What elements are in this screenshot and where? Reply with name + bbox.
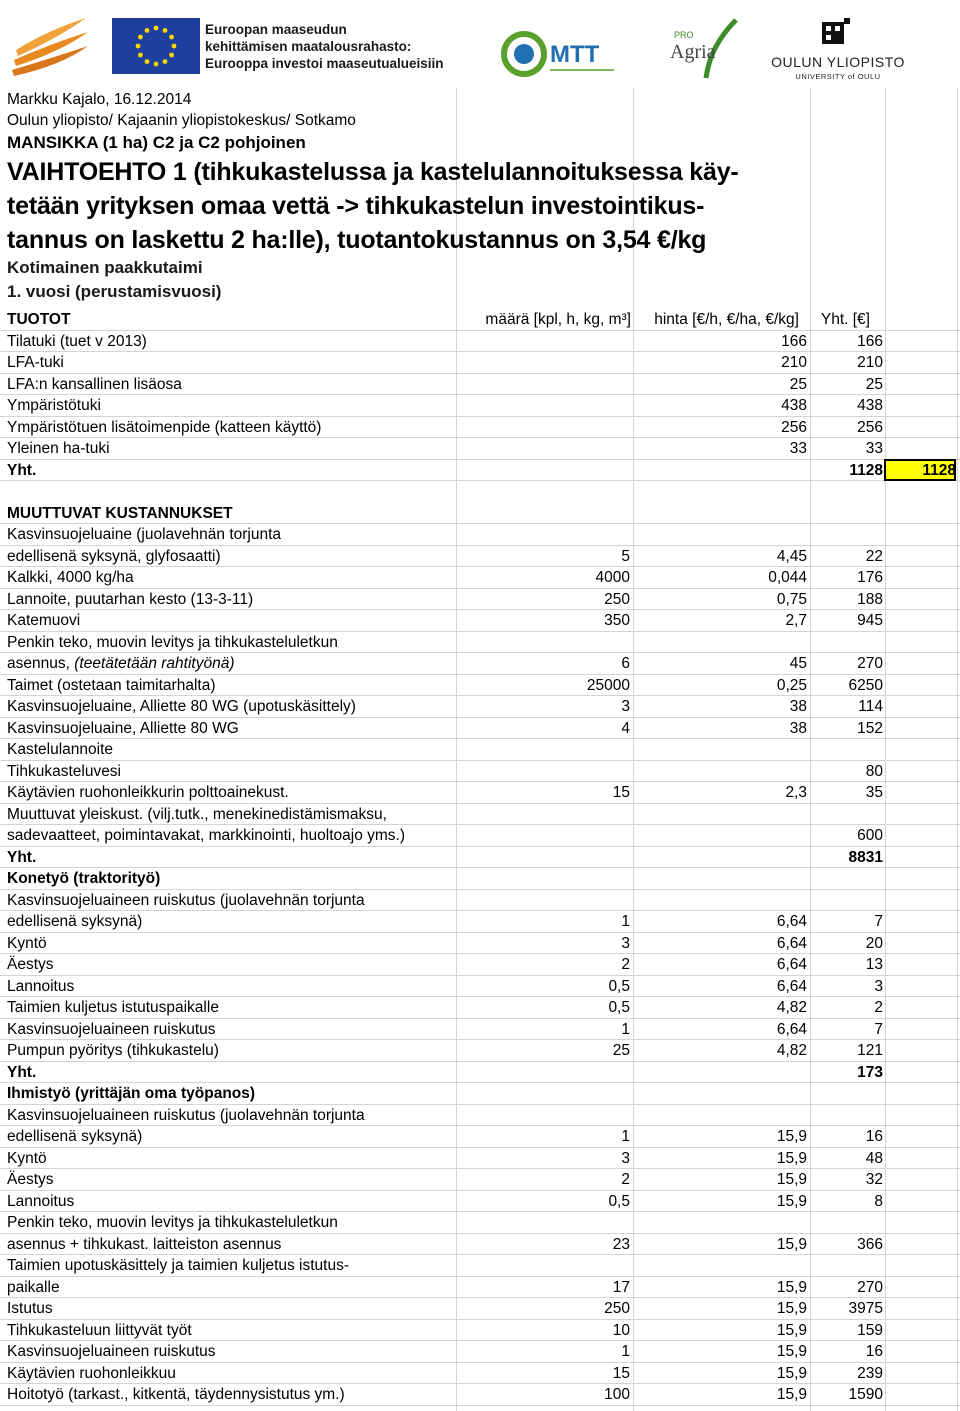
- row-price: 38: [789, 719, 807, 737]
- row-total: 16: [865, 1128, 883, 1145]
- row-price: 15,9: [776, 1171, 807, 1188]
- row-qty: 6: [621, 655, 630, 672]
- row-total: 48: [865, 1149, 883, 1167]
- row-price: 6,64: [776, 1020, 807, 1038]
- section-heading: MUUTTUVAT KUSTANNUKSET: [7, 504, 233, 522]
- proagria-wordmark: Agria: [670, 41, 716, 63]
- own-work-row: [0, 1363, 960, 1385]
- own-work-row: [0, 1384, 960, 1406]
- row-price: 15,9: [776, 1235, 807, 1253]
- income-row: [0, 374, 960, 396]
- row-qty: 2: [621, 1171, 630, 1188]
- row-total: 270: [857, 655, 883, 672]
- row-qty: 3: [621, 934, 630, 952]
- row-qty: 1: [621, 1128, 630, 1145]
- row-qty: 1: [621, 1020, 630, 1038]
- row-label: Taimien kuljetus istutuspaikalle: [7, 999, 219, 1016]
- row-label: Kastelulannoite: [7, 741, 113, 758]
- row-label: Penkin teko, muovin levitys ja tihkukasteluletkun: [7, 1214, 338, 1231]
- row-total: 6250: [848, 676, 883, 694]
- eu-star-icon: [138, 53, 143, 58]
- variable-cost-section-heading: [0, 503, 960, 525]
- proagria-emblem-icon: [666, 16, 746, 82]
- row-label: Tihkukasteluun liittyvät työt: [7, 1321, 192, 1339]
- row-price: 4,82: [776, 999, 807, 1016]
- row-total: 239: [857, 1364, 883, 1382]
- row-price: 15,9: [776, 1149, 807, 1167]
- own-work-row: [0, 1255, 960, 1277]
- row-total: 33: [865, 440, 883, 457]
- variable-cost-row: [0, 825, 960, 847]
- own-work-row: [0, 1212, 960, 1234]
- row-label: [7, 653, 235, 674]
- variable-cost-row: [0, 696, 960, 718]
- eu-text-line: Eurooppa investoi maaseutualueisiin: [205, 56, 444, 71]
- own-work-section-heading: [0, 1083, 960, 1105]
- row-qty: 4: [621, 719, 630, 737]
- column-header-price: hinta [€/h, €/ha, €/kg]: [654, 311, 799, 328]
- machine-work-row: [0, 890, 960, 912]
- own-work-row: [0, 1148, 960, 1170]
- oulu-emblem-icon: [758, 18, 918, 52]
- row-label: Käytävien ruohonleikkurin polttoainekust.: [7, 784, 289, 801]
- row-price: 15,9: [776, 1192, 807, 1210]
- row-label: Kalkki, 4000 kg/ha: [7, 569, 134, 586]
- row-qty: 350: [604, 612, 630, 629]
- row-total: 35: [865, 784, 883, 801]
- eu-star-icon: [163, 59, 168, 64]
- row-label: Pumpun pyöritys (tihkukastelu): [7, 1042, 219, 1059]
- row-qty: 4000: [595, 569, 630, 586]
- row-total: 152: [857, 719, 883, 737]
- row-price: 0,75: [776, 590, 807, 608]
- row-qty: 17: [612, 1278, 630, 1296]
- row-price: 6,64: [776, 913, 807, 930]
- eu-text-line: kehittämisen maatalousrahasto:: [205, 39, 412, 54]
- eu-leaf-logo-icon: [8, 10, 90, 76]
- eu-star-icon: [145, 28, 150, 33]
- mtt-emblem-icon: [500, 28, 618, 80]
- variable-cost-row: [0, 653, 960, 675]
- own-work-row: [0, 1191, 960, 1213]
- row-label: Yleinen ha-tuki: [7, 440, 110, 457]
- row-total: 210: [857, 354, 883, 371]
- row-label: Lannoitus: [7, 977, 75, 995]
- row-label: Kasvinsuojeluaine (juolavehnän torjunta: [7, 526, 282, 543]
- row-price: 15,9: [776, 1300, 807, 1317]
- total-label: Yht.: [7, 1063, 37, 1081]
- title-line-2: tetään yrityksen omaa vettä -> tihkukastelun investointikus-: [7, 192, 705, 220]
- variable-cost-row: [0, 589, 960, 611]
- row-label: Katemuovi: [7, 612, 81, 629]
- total-value: 173: [857, 1063, 883, 1081]
- own-work-row: [0, 1277, 960, 1299]
- row-label: Kasvinsuojeluaine, Alliette 80 WG (upotuskäsittely): [7, 698, 356, 715]
- eu-star-icon: [154, 26, 159, 31]
- variable-cost-row: [0, 567, 960, 589]
- row-total: 25: [865, 375, 883, 393]
- machine-work-row: [0, 954, 960, 976]
- row-label-italic: (teetätetään rahtityönä): [74, 655, 235, 672]
- total-value: 8831: [848, 848, 883, 866]
- variable-cost-row: [0, 524, 960, 546]
- row-price: 0,25: [776, 676, 807, 694]
- row-total: 80: [865, 762, 883, 780]
- own-work-row: [0, 1341, 960, 1363]
- row-price: 2,7: [785, 612, 807, 629]
- variable-cost-row: [0, 718, 960, 740]
- row-qty: 25000: [586, 676, 630, 694]
- proagria-logo: [666, 16, 746, 82]
- row-price: 15,9: [776, 1364, 807, 1382]
- row-total: 166: [857, 332, 883, 350]
- row-total: 2: [874, 999, 883, 1016]
- row-total: 945: [857, 612, 883, 629]
- row-label: Ympäristötuen lisätoimenpide (katteen käyttö): [7, 418, 322, 436]
- own-work-row: [0, 1169, 960, 1191]
- row-qty: 0,5: [608, 1192, 630, 1210]
- machine-work-row: [0, 1019, 960, 1041]
- oulu-university-logo: [758, 18, 918, 82]
- row-qty: 1: [621, 913, 630, 930]
- own-work-row: [0, 1320, 960, 1342]
- variable-cost-row: [0, 782, 960, 804]
- row-total: 438: [857, 397, 883, 414]
- column-header-total: Yht. [€]: [820, 311, 870, 328]
- row-qty: 15: [612, 784, 630, 801]
- row-price: 15,9: [776, 1278, 807, 1296]
- eu-star-icon: [154, 62, 159, 67]
- proagria-pre: PRO: [674, 30, 694, 40]
- row-total: 159: [857, 1321, 883, 1339]
- column-header-row: [0, 309, 960, 331]
- income-row: [0, 417, 960, 439]
- row-price: 15,9: [776, 1321, 807, 1339]
- row-label: Äestys: [7, 956, 54, 973]
- eu-star-icon: [145, 59, 150, 64]
- variable-cost-row: [0, 804, 960, 826]
- row-price: 6,64: [776, 956, 807, 973]
- row-label: Kasvinsuojeluaineen ruiskutus: [7, 1343, 216, 1360]
- row-qty: 3: [621, 1149, 630, 1167]
- row-qty: 25: [612, 1042, 630, 1059]
- row-qty: 0,5: [608, 999, 630, 1016]
- row-label: Kasvinsuojeluaineen ruiskutus: [7, 1020, 216, 1038]
- row-label: Kasvinsuojeluaine, Alliette 80 WG: [7, 719, 239, 737]
- machine-work-row: [0, 976, 960, 998]
- row-value: 33: [789, 440, 807, 457]
- row-qty: 15: [612, 1364, 630, 1382]
- row-total: 256: [857, 418, 883, 436]
- variable-cost-total-row: [0, 847, 960, 869]
- machine-work-row: [0, 911, 960, 933]
- row-label: Taimien upotuskäsittely ja taimien kuljetus istutus-: [7, 1257, 350, 1274]
- crop-line: MANSIKKA (1 ha) C2 ja C2 pohjoinen: [7, 133, 306, 152]
- section-heading: Konetyö (traktorityö): [7, 870, 161, 887]
- row-label: Lannoite, puutarhan kesto (13-3-11): [7, 590, 254, 608]
- row-label: Käytävien ruohonleikkuu: [7, 1364, 176, 1382]
- row-total: 121: [857, 1042, 883, 1059]
- variable-cost-row: [0, 761, 960, 783]
- row-price: 0,044: [768, 569, 807, 586]
- row-qty: 100: [604, 1386, 630, 1403]
- variable-cost-row: [0, 610, 960, 632]
- row-label: Kasvinsuojeluaineen ruiskutus (juolavehnän torjunta: [7, 891, 365, 909]
- row-qty: 1: [621, 1343, 630, 1360]
- eu-star-icon: [136, 44, 141, 49]
- own-work-row: [0, 1126, 960, 1148]
- row-label: Kasvinsuojeluaineen ruiskutus (juolavehnän torjunta: [7, 1106, 365, 1124]
- subtitle-line: Kotimainen paakkutaimi: [7, 258, 203, 277]
- oulu-university-subname: UNIVERSITY of OULU: [795, 72, 881, 81]
- row-total: 22: [865, 547, 883, 565]
- row-label: edellisenä syksynä): [7, 913, 143, 930]
- row-qty: 23: [612, 1235, 630, 1253]
- row-label: LFA-tuki: [7, 354, 64, 371]
- row-label: Lannoitus: [7, 1192, 75, 1210]
- row-value: 210: [781, 354, 807, 371]
- row-total: 20: [865, 934, 883, 952]
- income-row: [0, 395, 960, 417]
- row-price: 4,45: [776, 547, 807, 565]
- row-label-text: asennus,: [7, 655, 70, 672]
- row-qty: 5: [621, 547, 630, 565]
- row-price: 38: [789, 698, 807, 715]
- row-total: 16: [865, 1343, 883, 1360]
- eu-star-icon: [169, 35, 174, 40]
- eu-fund-text: [205, 21, 444, 72]
- section-heading-income: TUOTOT: [7, 311, 71, 328]
- machine-work-row: [0, 1040, 960, 1062]
- row-label: edellisenä syksynä, glyfosaatti): [7, 547, 221, 565]
- row-price: 45: [789, 655, 807, 672]
- oulu-university-name: OULUN YLIOPISTO: [771, 54, 905, 70]
- row-total: 1590: [848, 1386, 883, 1403]
- own-work-row: [0, 1298, 960, 1320]
- row-label: Istutus: [7, 1300, 53, 1317]
- row-value: 438: [781, 397, 807, 414]
- row-label: Ympäristötuki: [7, 397, 101, 414]
- row-qty: 2: [621, 956, 630, 973]
- variable-cost-row: [0, 632, 960, 654]
- row-price: 2,3: [785, 784, 807, 801]
- variable-cost-row: [0, 675, 960, 697]
- column-header-qty: määrä [kpl, h, kg, m³]: [485, 311, 631, 328]
- eu-text-line: Euroopan maaseudun: [205, 22, 347, 37]
- row-value: 256: [781, 418, 807, 436]
- row-value: 166: [781, 332, 807, 350]
- row-qty: 250: [604, 590, 630, 608]
- mtt-wordmark: MTT: [550, 41, 600, 68]
- eu-star-icon: [138, 35, 143, 40]
- row-total: 3: [874, 977, 883, 995]
- income-total-row: [0, 460, 960, 482]
- row-label: Tilatuki (tuet v 2013): [7, 332, 147, 350]
- row-label: LFA:n kansallinen lisäosa: [7, 375, 182, 393]
- row-label: Tihkukasteluvesi: [7, 762, 122, 780]
- income-row: [0, 352, 960, 374]
- row-label: paikalle: [7, 1278, 60, 1296]
- row-label: edellisenä syksynä): [7, 1128, 143, 1145]
- row-label: Äestys: [7, 1171, 54, 1188]
- section-heading: Ihmistyö (yrittäjän oma työpanos): [7, 1085, 256, 1102]
- author-line: Markku Kajalo, 16.12.2014: [7, 91, 192, 108]
- row-label: Penkin teko, muovin levitys ja tihkukasteluletkun: [7, 633, 338, 651]
- row-label: Kyntö: [7, 934, 47, 952]
- variable-cost-row: [0, 739, 960, 761]
- variable-cost-row: [0, 546, 960, 568]
- own-work-row: [0, 1105, 960, 1127]
- row-total: 8: [874, 1192, 883, 1210]
- row-label: Muuttuvat yleiskust. (vilj.tutk., menekinedistämismaksu,: [7, 805, 387, 823]
- eu-star-icon: [163, 28, 168, 33]
- income-total-value: 1128: [849, 461, 883, 479]
- machine-work-row: [0, 997, 960, 1019]
- spreadsheet: [0, 88, 960, 1411]
- machine-work-row: [0, 933, 960, 955]
- row-qty: 250: [604, 1300, 630, 1317]
- row-total: 366: [857, 1235, 883, 1253]
- row-price: 6,64: [776, 934, 807, 952]
- row-label: asennus + tihkukast. laitteiston asennus: [7, 1235, 282, 1253]
- row-value: 25: [789, 375, 807, 393]
- row-price: 15,9: [776, 1343, 807, 1360]
- total-label: Yht.: [7, 848, 37, 866]
- row-total: 3975: [848, 1300, 883, 1317]
- row-label: Taimet (ostetaan taimitarhalta): [7, 676, 216, 694]
- logo-banner: [0, 0, 960, 88]
- total-label: Yht.: [7, 461, 37, 479]
- row-total: 114: [858, 698, 883, 715]
- mtt-logo: [500, 28, 618, 80]
- eu-flag-icon: [112, 18, 200, 74]
- row-total: 7: [874, 913, 883, 930]
- row-total: 188: [857, 590, 883, 608]
- row-qty: 10: [612, 1321, 630, 1339]
- machine-work-section-heading: [0, 868, 960, 890]
- row-price: 15,9: [776, 1128, 807, 1145]
- row-qty: 0,5: [608, 977, 630, 995]
- row-label: Hoitotyö (tarkast., kitkentä, täydennysistutus ym.): [7, 1386, 345, 1403]
- row-label: Kyntö: [7, 1149, 47, 1167]
- row-price: 4,82: [776, 1042, 807, 1059]
- row-total: 13: [865, 956, 883, 973]
- row-total: 7: [874, 1020, 883, 1038]
- highlighted-sum-value: 1128: [922, 461, 956, 479]
- eu-star-icon: [169, 53, 174, 58]
- row-price: 15,9: [776, 1386, 807, 1403]
- eu-star-icon: [172, 44, 177, 49]
- row-total: 176: [857, 569, 883, 586]
- year-line: 1. vuosi (perustamisvuosi): [7, 282, 222, 301]
- income-row: [0, 331, 960, 353]
- row-total: 600: [857, 827, 883, 844]
- row-total: 270: [857, 1278, 883, 1296]
- machine-work-total-row: [0, 1062, 960, 1084]
- title-line-3: tannus on laskettu 2 ha:lle), tuotantokustannus on 3,54 €/kg: [7, 226, 707, 254]
- row-price: 6,64: [776, 977, 807, 995]
- row-qty: 3: [621, 698, 630, 715]
- title-line-1: VAIHTOEHTO 1 (tihkukastelussa ja kastelulannoituksessa käy-: [7, 158, 739, 186]
- institution-line: Oulun yliopisto/ Kajaanin yliopistokeskus/ Sotkamo: [7, 112, 356, 129]
- row-label: sadevaatteet, poimintavakat, markkinointi, huoltoajo yms.): [7, 827, 406, 844]
- row-total: 32: [865, 1171, 883, 1188]
- own-work-row: [0, 1234, 960, 1256]
- income-row: [0, 438, 960, 460]
